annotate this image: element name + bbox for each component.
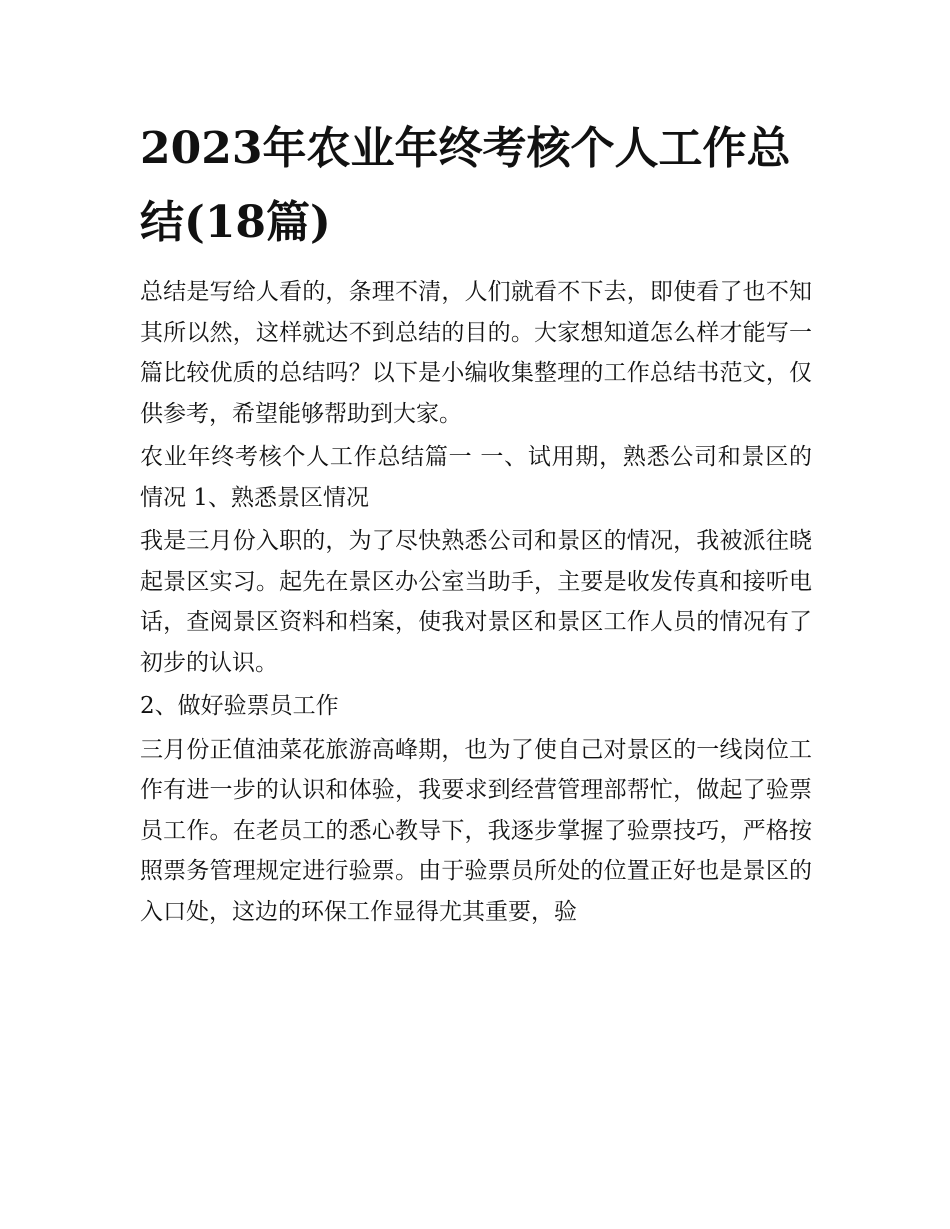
intro-paragraph: 总结是写给人看的，条理不清，人们就看不下去，即使看了也不知其所以然，这样就达不到总结的目的。大家想知道怎么样才能写一篇比较优质的总结吗？以下是小编收集整理的工作总结书范文，仅供参考，希望能够帮助到大家。: [140, 279, 812, 427]
body-paragraph: 三月份正值油菜花旅游高峰期，也为了使自己对景区的一线岗位工作有进一步的认识和体验，我要求到经营管理部帮忙，做起了验票员工作。在老员工的悉心教导下，我逐步掌握了验票技巧，严格按照票务管理规定进行验票。由于验票员所处的位置正好也是景区的入口处，这边的环保工作显得尤其重要，验: [140, 736, 812, 925]
document-title: 2023年农业年终考核个人工作总结(18篇): [140, 123, 791, 248]
document-body: [140, 112, 812, 932]
section-heading-paragraph: 农业年终考核个人工作总结篇一 一、试用期，熟悉公司和景区的情况 1、熟悉景区情况: [140, 444, 812, 511]
body-paragraph: 我是三月份入职的，为了尽快熟悉公司和景区的情况，我被派往晓起景区实习。起先在景区办公室当助手，主要是收发传真和接听电话，查阅景区资料和档案，使我对景区和景区工作人员的情况有了初步的认识。: [140, 528, 812, 676]
subheading-paragraph: 2、做好验票员工作: [140, 693, 339, 719]
